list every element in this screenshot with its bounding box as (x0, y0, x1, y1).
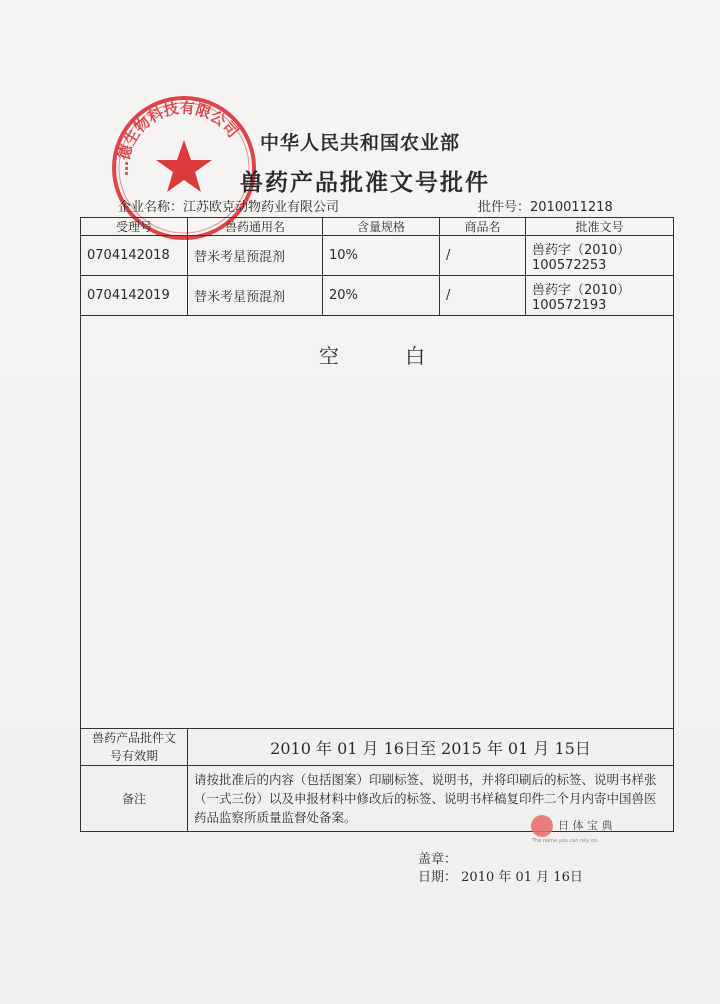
cell-spec: 10% (323, 236, 440, 276)
watermark-text: 日 体 宝 典 (558, 819, 613, 832)
approval-table (80, 217, 674, 832)
table-header-row (81, 218, 674, 236)
approval-info (478, 196, 613, 215)
approval-no-line1: 兽药字（2010） (532, 242, 631, 258)
col-approval-no: 批准文号 (526, 218, 674, 236)
validity-label: 兽药产品批件文号有效期 (81, 729, 188, 766)
validity-value: 2010 年 01 月 16日至 2015 年 01 月 15日 (188, 729, 674, 766)
seal-label: 盖章： (418, 852, 458, 867)
date-label: 日期： (418, 870, 458, 885)
cell-trade-name: / (440, 236, 526, 276)
company-label: 企业名称： (118, 200, 184, 215)
approval-label: 批件号： (478, 200, 531, 215)
col-trade-name: 商品名 (440, 218, 526, 236)
cell-approval-no (526, 236, 674, 276)
watermark-logo (530, 814, 640, 844)
col-generic-name: 兽药通用名 (188, 218, 323, 236)
blank-text: 空 白 (318, 344, 456, 368)
approval-no-line2: 100572193 (532, 297, 607, 313)
remark-text: 请按批准后的内容（包括图案）印刷标签、说明书，并将印刷后的标签、说明书样张（一式三份）以及申报材料中修改后的标签、说明书样稿复印件二个月内寄中国兽医药品监察所质量监督处备案。 (188, 766, 674, 832)
cell-accept-no: 0704142019 (81, 276, 188, 316)
company-name: 江苏欧克动物药业有限公司 (183, 200, 340, 215)
ministry-title: 中华人民共和国农业部 (259, 132, 460, 154)
date-value: 2010 年 01 月 16日 (461, 870, 583, 885)
approval-number: 2010011218 (530, 200, 613, 215)
col-spec: 含量规格 (323, 218, 440, 236)
approval-no-line2: 100572253 (532, 257, 607, 273)
blank-row (81, 316, 674, 729)
seal-text: …德生物科技有限公司 (113, 98, 242, 177)
watermark-subtext: The name you can rely on (532, 838, 598, 844)
cell-approval-no (526, 276, 674, 316)
col-accept-no: 受理号 (81, 218, 188, 236)
company-info (118, 196, 339, 215)
date-line (418, 866, 583, 885)
remark-label: 备注 (81, 766, 188, 832)
cell-spec: 20% (323, 276, 440, 316)
cell-accept-no: 0704142018 (81, 236, 188, 276)
document-title: 兽药产品批准文号批件 (240, 170, 490, 196)
table-row (81, 276, 674, 316)
cell-generic-name: 替米考星预混剂 (188, 236, 323, 276)
approval-no-line1: 兽药字（2010） (532, 282, 631, 298)
cell-generic-name: 替米考星预混剂 (188, 276, 323, 316)
cell-trade-name: / (440, 276, 526, 316)
validity-row (81, 729, 674, 766)
table-row (81, 236, 674, 276)
